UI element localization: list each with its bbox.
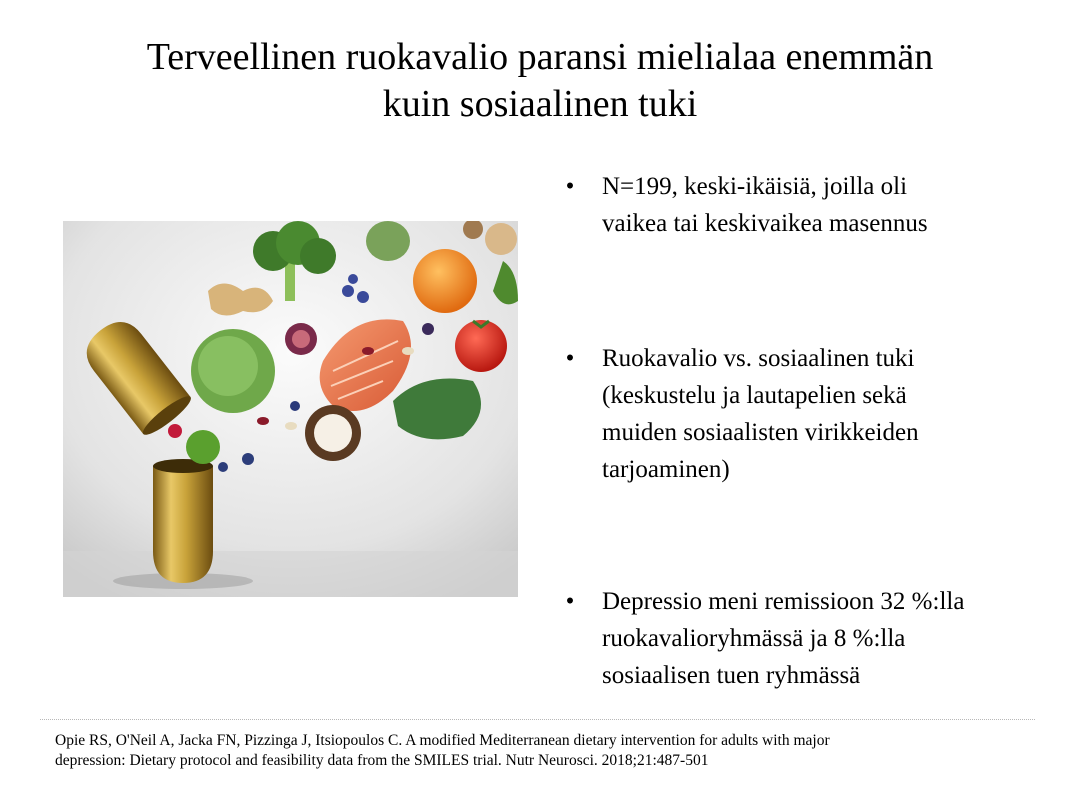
bullet-list bbox=[560, 168, 1070, 689]
raspberry bbox=[168, 424, 182, 438]
bullet-line: muiden sosiaalisten virikkeiden bbox=[602, 419, 919, 446]
floor-shadow bbox=[63, 551, 518, 597]
artichoke bbox=[366, 221, 410, 261]
food-capsule-illustration bbox=[63, 221, 518, 597]
footer-divider bbox=[40, 719, 1035, 720]
bullet-item bbox=[560, 168, 1070, 242]
bullet-item bbox=[560, 340, 919, 488]
bullet-line: (keskustelu ja lautapelien sekä bbox=[602, 382, 907, 409]
onion bbox=[485, 223, 517, 255]
bullet-line: Ruokavalio vs. sosiaalinen tuki bbox=[602, 345, 915, 372]
bullet-line: vaikea tai keskivaikea masennus bbox=[602, 210, 928, 237]
bullet-marker: • bbox=[565, 588, 575, 615]
blueberry bbox=[218, 462, 228, 472]
bullet-item bbox=[560, 583, 964, 694]
green-apple bbox=[186, 430, 220, 464]
orange bbox=[413, 249, 477, 313]
bullet-marker: • bbox=[565, 173, 575, 200]
citation-line-2: depression: Dietary protocol and feasibility data from the SMILES trial. Nutr Neurosci. 2018;21:487-501 bbox=[55, 752, 709, 769]
bullet-line: sosiaalisen tuen ryhmässä bbox=[602, 662, 861, 689]
bullet-line: ruokavalioryhmässä ja 8 %:lla bbox=[602, 625, 906, 652]
title-line-1: Terveellinen ruokavalio paransi mielialaa enemmän bbox=[146, 36, 934, 78]
capsule-bottom bbox=[153, 466, 213, 583]
bullet-marker: • bbox=[565, 345, 575, 372]
title-line-2: kuin sosiaalinen tuki bbox=[382, 83, 698, 125]
bullet-line: tarjoaminen) bbox=[602, 456, 730, 483]
citation bbox=[55, 731, 1045, 771]
blueberry bbox=[242, 453, 254, 465]
bullet-line: Depressio meni remissioon 32 %:lla bbox=[602, 588, 965, 615]
bullet-line: N=199, keski-ikäisiä, joilla oli bbox=[602, 173, 908, 200]
slide-title bbox=[40, 34, 1040, 128]
citation-line-1: Opie RS, O'Neil A, Jacka FN, Pizzinga J, Itsiopoulos C. A modified Mediterranean dietary intervention for adults with major bbox=[55, 732, 830, 749]
